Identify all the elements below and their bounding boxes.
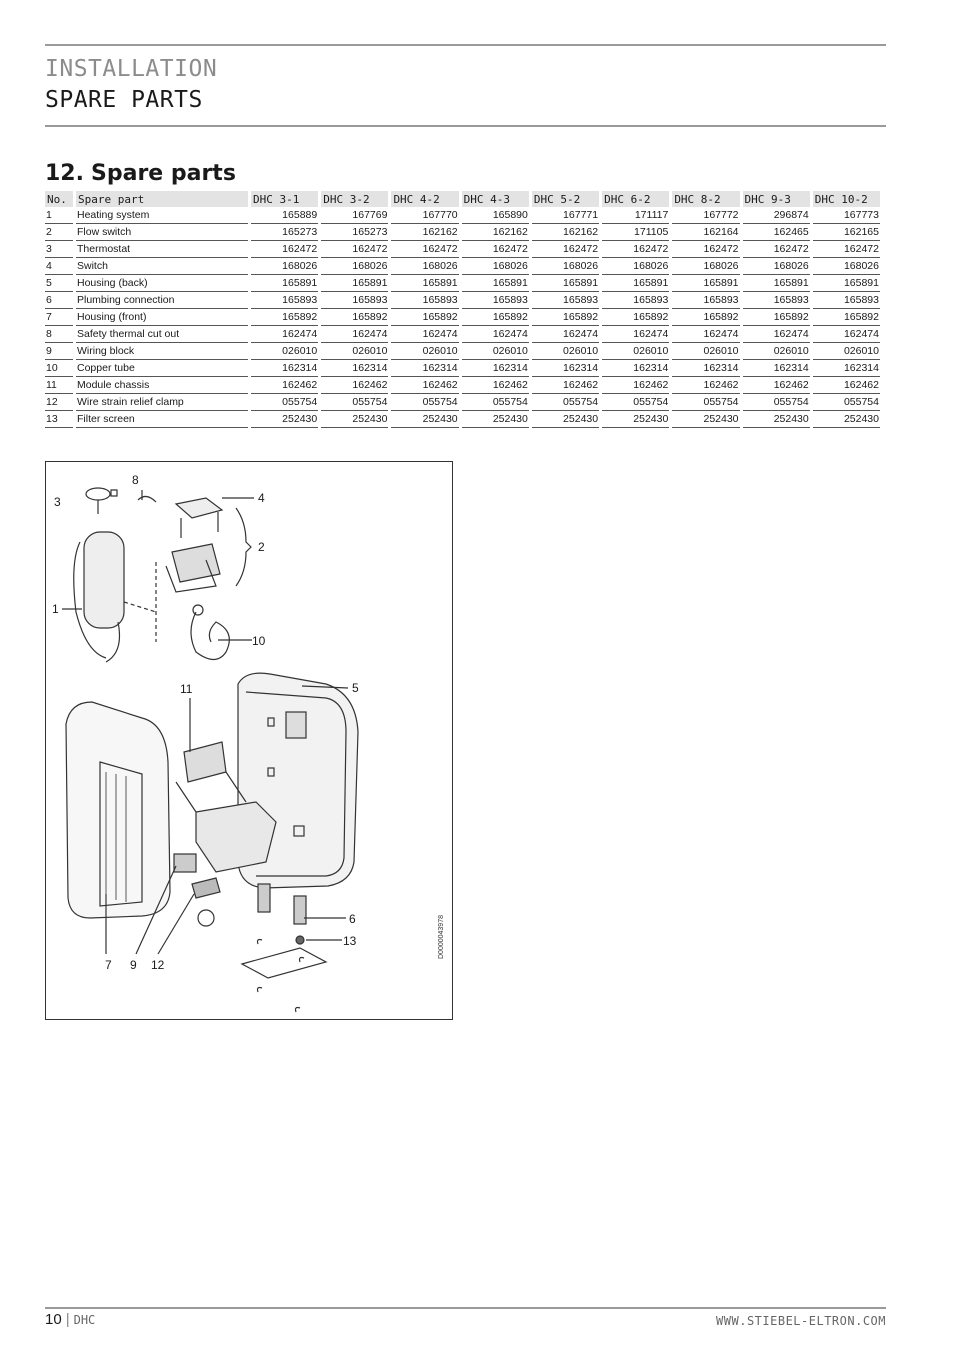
part-number-cell: 165893 [321, 292, 388, 309]
table-row [45, 207, 880, 224]
part-number-cell: 162462 [251, 377, 318, 394]
row-number: 3 [45, 241, 73, 258]
part-number-cell: 167769 [321, 207, 388, 224]
part-number-cell: 162472 [532, 241, 599, 258]
part-number-cell: 168026 [813, 258, 880, 275]
part-number-cell: 165892 [462, 309, 529, 326]
column-header: DHC 4-2 [391, 191, 458, 207]
section-title-text: Spare parts [91, 161, 236, 186]
section-title [45, 161, 236, 186]
part-number-cell: 165893 [532, 292, 599, 309]
part-number-cell: 162462 [532, 377, 599, 394]
footer-separator: | [65, 1311, 70, 1328]
part-number-cell: 162314 [743, 360, 810, 377]
part-number-cell: 162474 [321, 326, 388, 343]
table-row [45, 258, 880, 275]
part-number-cell: 162474 [813, 326, 880, 343]
row-number: 5 [45, 275, 73, 292]
part-number-cell: 055754 [813, 394, 880, 411]
section-number: 12. [45, 161, 84, 186]
part-number-cell: 167772 [672, 207, 739, 224]
part-number-cell: 162474 [462, 326, 529, 343]
part-number-cell: 165893 [813, 292, 880, 309]
callout-13: 13 [343, 934, 357, 948]
part-number-cell: 165891 [462, 275, 529, 292]
part-number-cell: 026010 [813, 343, 880, 360]
part-number-cell: 026010 [532, 343, 599, 360]
callout-7: 7 [105, 958, 112, 972]
part-number-cell: 165273 [251, 224, 318, 241]
row-number: 2 [45, 224, 73, 241]
callout-5: 5 [352, 681, 359, 695]
part-number-cell: 055754 [462, 394, 529, 411]
part-number-cell: 165892 [813, 309, 880, 326]
part-number-cell: 162314 [321, 360, 388, 377]
part-number-cell: 055754 [532, 394, 599, 411]
table-row [45, 394, 880, 411]
part-number-cell: 162314 [672, 360, 739, 377]
column-header: DHC 9-3 [743, 191, 810, 207]
part-number-cell: 165893 [251, 292, 318, 309]
column-header: DHC 3-1 [251, 191, 318, 207]
part-number-cell: 165892 [321, 309, 388, 326]
row-number: 11 [45, 377, 73, 394]
footer-model: DHC [73, 1313, 96, 1327]
part-number-cell: 162314 [462, 360, 529, 377]
part-number-cell: 165892 [602, 309, 669, 326]
row-number: 6 [45, 292, 73, 309]
part-number-cell: 162314 [813, 360, 880, 377]
part-number-cell: 168026 [321, 258, 388, 275]
part-number-cell: 165893 [743, 292, 810, 309]
part-number-cell: 252430 [532, 411, 599, 428]
row-number: 10 [45, 360, 73, 377]
part-number-cell: 162164 [672, 224, 739, 241]
part-name: Switch [76, 258, 248, 275]
part-number-cell: 055754 [672, 394, 739, 411]
page-number: 10 [45, 1311, 62, 1328]
part-name: Thermostat [76, 241, 248, 258]
part-number-cell: 252430 [321, 411, 388, 428]
part-name: Housing (back) [76, 275, 248, 292]
table-body [45, 207, 880, 428]
part-number-cell: 165891 [251, 275, 318, 292]
part-number-cell: 165893 [391, 292, 458, 309]
part-number-cell: 055754 [743, 394, 810, 411]
table-row [45, 343, 880, 360]
part-number-cell: 168026 [532, 258, 599, 275]
part-number-cell: 162462 [391, 377, 458, 394]
part-number-cell: 162462 [813, 377, 880, 394]
part-number-cell: 252430 [462, 411, 529, 428]
part-number-cell: 165889 [251, 207, 318, 224]
part-number-cell: 252430 [672, 411, 739, 428]
part-number-cell: 252430 [602, 411, 669, 428]
callout-12: 12 [151, 958, 165, 972]
part-name: Heating system [76, 207, 248, 224]
part-number-cell: 162472 [391, 241, 458, 258]
column-header: Spare part [76, 191, 248, 207]
part-number-cell: 162472 [602, 241, 669, 258]
part-number-cell: 162165 [813, 224, 880, 241]
table-row [45, 360, 880, 377]
part-number-cell: 026010 [391, 343, 458, 360]
document-id: D0000043978 [438, 915, 445, 959]
part-number-cell: 165891 [743, 275, 810, 292]
column-header: DHC 8-2 [672, 191, 739, 207]
part-number-cell: 162462 [602, 377, 669, 394]
part-number-cell: 168026 [743, 258, 810, 275]
part-number-cell: 252430 [251, 411, 318, 428]
part-number-cell: 055754 [251, 394, 318, 411]
part-number-cell: 165893 [602, 292, 669, 309]
part-number-cell: 165891 [532, 275, 599, 292]
part-number-cell: 165892 [532, 309, 599, 326]
part-number-cell: 296874 [743, 207, 810, 224]
part-number-cell: 162314 [532, 360, 599, 377]
part-number-cell: 168026 [391, 258, 458, 275]
spare-parts-table [42, 191, 883, 428]
part-name: Copper tube [76, 360, 248, 377]
part-number-cell: 026010 [321, 343, 388, 360]
callout-11: 11 [180, 682, 193, 696]
part-number-cell: 165891 [813, 275, 880, 292]
table-row [45, 309, 880, 326]
table-row [45, 411, 880, 428]
part-number-cell: 162474 [251, 326, 318, 343]
part-number-cell: 026010 [743, 343, 810, 360]
part-number-cell: 162474 [391, 326, 458, 343]
part-name: Wire strain relief clamp [76, 394, 248, 411]
part-number-cell: 162314 [251, 360, 318, 377]
part-number-cell: 165892 [251, 309, 318, 326]
part-number-cell: 167773 [813, 207, 880, 224]
row-number: 1 [45, 207, 73, 224]
row-number: 4 [45, 258, 73, 275]
part-number-cell: 168026 [602, 258, 669, 275]
column-header: DHC 10-2 [813, 191, 880, 207]
part-number-cell: 168026 [251, 258, 318, 275]
part-number-cell: 055754 [602, 394, 669, 411]
part-name: Safety thermal cut out [76, 326, 248, 343]
callout-10: 10 [252, 634, 266, 648]
header-bottom-rule [45, 125, 886, 127]
part-number-cell: 165891 [602, 275, 669, 292]
part-number-cell: 055754 [321, 394, 388, 411]
table-row [45, 224, 880, 241]
callout-8: 8 [132, 473, 139, 487]
row-number: 9 [45, 343, 73, 360]
footer-page-info [45, 1311, 95, 1328]
part-number-cell: 165892 [743, 309, 810, 326]
part-number-cell: 252430 [391, 411, 458, 428]
part-number-cell: 165891 [391, 275, 458, 292]
exploded-view-drawing [46, 462, 452, 1019]
table-header-row [45, 191, 880, 207]
part-number-cell: 165893 [672, 292, 739, 309]
part-number-cell: 162462 [743, 377, 810, 394]
part-number-cell: 162472 [251, 241, 318, 258]
part-number-cell: 165891 [672, 275, 739, 292]
part-number-cell: 026010 [462, 343, 529, 360]
callout-9: 9 [130, 958, 137, 972]
part-number-cell: 168026 [672, 258, 739, 275]
part-number-cell: 026010 [251, 343, 318, 360]
part-number-cell: 168026 [462, 258, 529, 275]
part-number-cell: 055754 [391, 394, 458, 411]
callout-2: 2 [258, 540, 265, 554]
part-number-cell: 165890 [462, 207, 529, 224]
row-number: 13 [45, 411, 73, 428]
part-number-cell: 026010 [672, 343, 739, 360]
column-header: DHC 5-2 [532, 191, 599, 207]
part-number-cell: 162314 [602, 360, 669, 377]
part-name: Housing (front) [76, 309, 248, 326]
part-number-cell: 162162 [391, 224, 458, 241]
exploded-view-diagram [45, 461, 453, 1020]
part-number-cell: 252430 [743, 411, 810, 428]
part-number-cell: 165893 [462, 292, 529, 309]
part-number-cell: 162462 [321, 377, 388, 394]
callout-1: 1 [52, 602, 59, 616]
callout-3: 3 [54, 495, 61, 509]
part-number-cell: 162472 [743, 241, 810, 258]
part-number-cell: 252430 [813, 411, 880, 428]
part-number-cell: 162474 [672, 326, 739, 343]
top-rule [45, 44, 886, 46]
part-number-cell: 162162 [532, 224, 599, 241]
callout-4: 4 [258, 491, 265, 505]
part-number-cell: 167771 [532, 207, 599, 224]
column-header: DHC 3-2 [321, 191, 388, 207]
part-number-cell: 165273 [321, 224, 388, 241]
part-number-cell: 162472 [813, 241, 880, 258]
table-row [45, 275, 880, 292]
callout-6: 6 [349, 912, 356, 926]
column-header: DHC 4-3 [462, 191, 529, 207]
part-number-cell: 162314 [391, 360, 458, 377]
part-number-cell: 162474 [743, 326, 810, 343]
part-number-cell: 162462 [462, 377, 529, 394]
part-number-cell: 162472 [672, 241, 739, 258]
part-name: Plumbing connection [76, 292, 248, 309]
header-section: INSTALLATION [45, 56, 218, 82]
table-row [45, 241, 880, 258]
part-name: Module chassis [76, 377, 248, 394]
part-number-cell: 167770 [391, 207, 458, 224]
part-number-cell: 162462 [672, 377, 739, 394]
table-row [45, 292, 880, 309]
footer-rule [45, 1307, 886, 1309]
part-number-cell: 162465 [743, 224, 810, 241]
part-number-cell: 171117 [602, 207, 669, 224]
part-number-cell: 165892 [672, 309, 739, 326]
column-header: No. [45, 191, 73, 207]
header-subsection: SPARE PARTS [45, 87, 203, 113]
part-number-cell: 165892 [391, 309, 458, 326]
part-name: Wiring block [76, 343, 248, 360]
part-number-cell: 162162 [462, 224, 529, 241]
part-number-cell: 162474 [602, 326, 669, 343]
part-number-cell: 162472 [462, 241, 529, 258]
part-number-cell: 162474 [532, 326, 599, 343]
footer-url: WWW.STIEBEL-ELTRON.COM [716, 1314, 886, 1328]
part-number-cell: 171105 [602, 224, 669, 241]
column-header: DHC 6-2 [602, 191, 669, 207]
table-row [45, 377, 880, 394]
part-name: Filter screen [76, 411, 248, 428]
part-name: Flow switch [76, 224, 248, 241]
row-number: 8 [45, 326, 73, 343]
part-number-cell: 162472 [321, 241, 388, 258]
row-number: 7 [45, 309, 73, 326]
part-number-cell: 026010 [602, 343, 669, 360]
part-number-cell: 165891 [321, 275, 388, 292]
row-number: 12 [45, 394, 73, 411]
table-row [45, 326, 880, 343]
